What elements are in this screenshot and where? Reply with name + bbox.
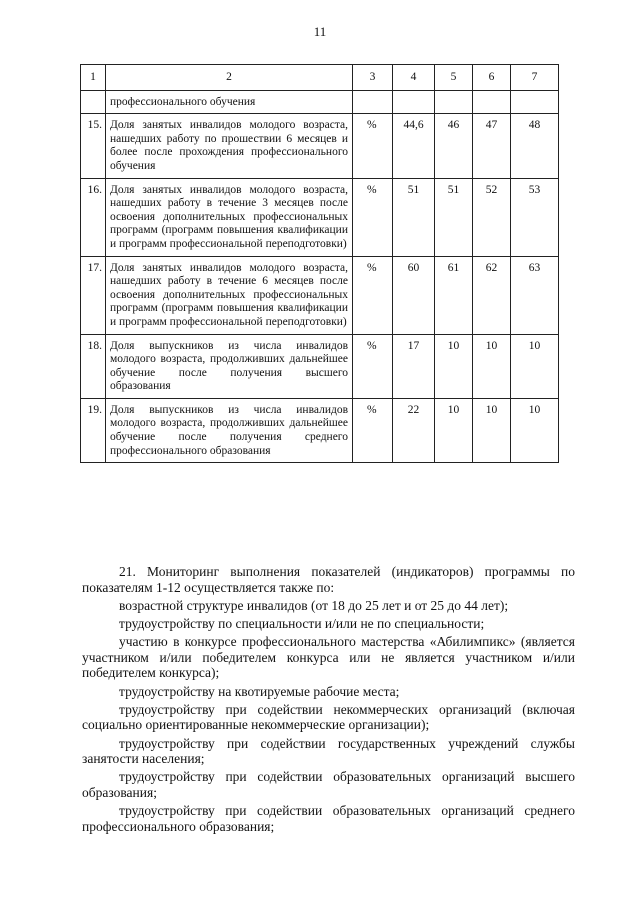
row-value: 47 — [473, 114, 511, 178]
row-value: 53 — [511, 178, 559, 256]
header-cell: 4 — [393, 65, 435, 91]
header-cell: 2 — [106, 65, 353, 91]
table-row — [81, 334, 559, 398]
row-value: 22 — [393, 398, 435, 462]
row-number: 18. — [81, 334, 106, 398]
header-cell: 3 — [353, 65, 393, 91]
row-value: 10 — [435, 334, 473, 398]
row-value: 17 — [393, 334, 435, 398]
row-indicator-name: Доля занятых инвалидов молодого возраста, нашедших работу по прошествии 6 месяцев и более после прохождения профессионального обучения — [106, 114, 353, 178]
table-row — [81, 114, 559, 178]
row-value: 10 — [435, 398, 473, 462]
row-number: 17. — [81, 256, 106, 334]
row-number — [81, 90, 106, 114]
row-number: 16. — [81, 178, 106, 256]
table-row — [81, 178, 559, 256]
page-number: 11 — [313, 24, 327, 39]
row-unit: % — [353, 334, 393, 398]
row-value: 51 — [393, 178, 435, 256]
row-value: 10 — [473, 398, 511, 462]
row-value: 61 — [435, 256, 473, 334]
table-row — [81, 398, 559, 462]
row-value: 52 — [473, 178, 511, 256]
row-indicator-name: Доля выпускников из числа инвалидов молодого возраста, продолживших дальнейшее обучение после получения высшего образования — [106, 334, 353, 398]
row-value: 63 — [511, 256, 559, 334]
row-value: 60 — [393, 256, 435, 334]
row-indicator-name: Доля занятых инвалидов молодого возраста, нашедших работу в течение 6 месяцев после освоения дополнительных профессиональных программ (программ повышения квалификации и программ профессиональной переподготовки) — [106, 256, 353, 334]
row-value: 46 — [435, 114, 473, 178]
indicators-table — [80, 64, 559, 463]
row-indicator-name: профессионального обучения — [106, 90, 353, 114]
body-text — [82, 564, 575, 837]
table-row — [81, 256, 559, 334]
table-continuation-row — [81, 90, 559, 114]
header-cell: 6 — [473, 65, 511, 91]
row-value: 48 — [511, 114, 559, 178]
row-value: 51 — [435, 178, 473, 256]
paragraph: трудоустройству на квотируемые рабочие места; — [119, 683, 400, 699]
paragraph: трудоустройству при содействии образовательных организаций высшего образования; — [82, 769, 575, 800]
paragraph: трудоустройству при содействии образовательных организаций среднего профессионального образования; — [82, 803, 575, 834]
row-value: 10 — [511, 398, 559, 462]
paragraph: трудоустройству при содействии некоммерческих организаций (включая социально ориентированные некоммерческие организации); — [82, 701, 575, 733]
row-unit: % — [353, 256, 393, 334]
row-unit: % — [353, 114, 393, 178]
row-indicator-name: Доля занятых инвалидов молодого возраста, нашедших работу в течение 3 месяцев после освоения дополнительных профессиональных программ (программ повышения квалификации и программ профессиональной переподготовки) — [106, 178, 353, 256]
paragraph: трудоустройству по специальности и/или не по специальности; — [119, 615, 485, 631]
paragraph: возрастной структуре инвалидов (от 18 до 25 лет и от 25 до 44 лет); — [119, 597, 509, 613]
table-header-row — [81, 65, 559, 91]
paragraph: трудоустройству при содействии государственных учреждений службы занятости населения; — [82, 735, 575, 767]
row-value: 44,6 — [393, 114, 435, 178]
header-cell: 7 — [511, 65, 559, 91]
row-value: 10 — [473, 334, 511, 398]
paragraph: участию в конкурсе профессионального мастерства «Абилимпикс» (является участником и/или победителем конкурса или не является участником и/или победителем конкурса); — [82, 634, 575, 681]
row-unit: % — [353, 178, 393, 256]
row-value: 62 — [473, 256, 511, 334]
paragraph: 21. Мониторинг выполнения показателей (индикаторов) программы по показателям 1-12 осуществляется также по: — [82, 564, 575, 595]
row-number: 15. — [81, 114, 106, 178]
header-cell: 1 — [81, 65, 106, 91]
row-value: 10 — [511, 334, 559, 398]
row-unit: % — [353, 398, 393, 462]
row-indicator-name: Доля выпускников из числа инвалидов молодого возраста, продолживших дальнейшее обучение после получения среднего профессионального образования — [106, 398, 353, 462]
row-number: 19. — [81, 398, 106, 462]
header-cell: 5 — [435, 65, 473, 91]
